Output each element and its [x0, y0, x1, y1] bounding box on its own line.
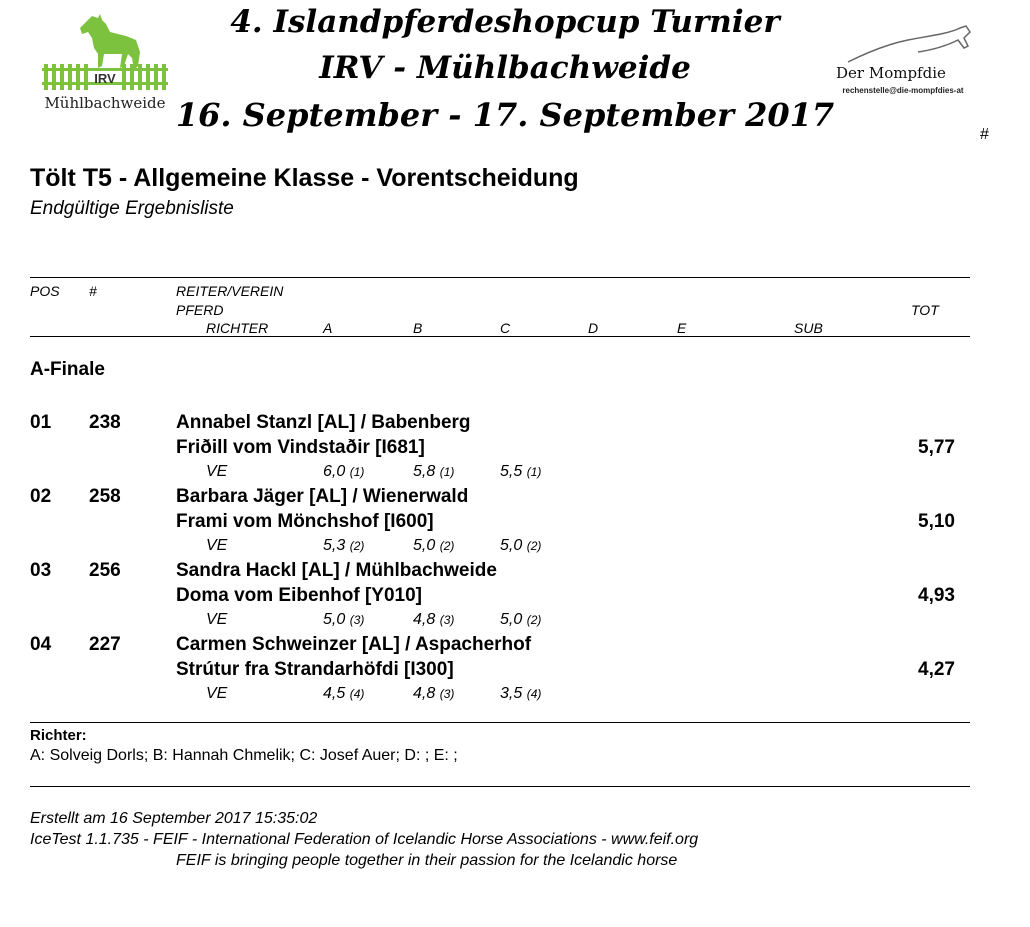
result-horse: Doma vom Eibenhof [Y010]	[176, 585, 422, 606]
software-credit: IceTest 1.1.735 - FEIF - International Federation of Icelandic Horse Associations - www.feif.org	[30, 831, 699, 848]
result-num: 238	[89, 412, 121, 433]
result-num: 256	[89, 560, 121, 581]
richter-rule	[30, 722, 970, 723]
result-horse: Strútur fra Strandarhöfdi [I300]	[176, 659, 454, 680]
logo-email: rechenstelle@die-mompfdies-at	[842, 86, 964, 95]
event-title-line-1: 4. Islandpferdeshopcup Turnier	[230, 4, 780, 40]
feif-slogan: FEIF is bringing people together in their passion for the Icelandic horse	[176, 852, 678, 869]
result-judge: VE	[206, 463, 228, 480]
result-total: 5,10	[918, 511, 955, 532]
score-c: 3,5 (4)	[500, 685, 542, 702]
logo-brand: Der Mompfdie	[836, 64, 946, 82]
score-c: 5,0 (2)	[500, 611, 542, 628]
score-b: 5,8 (1)	[413, 463, 455, 480]
event-title-line-3: 16. September - 17. September 2017	[175, 96, 835, 134]
col-a: A	[323, 320, 333, 336]
irv-logo	[40, 8, 170, 112]
header-rule-top	[30, 277, 970, 278]
result-judge: VE	[206, 685, 228, 702]
col-judge: RICHTER	[206, 320, 269, 336]
result-horse: Frami vom Mönchshof [I600]	[176, 511, 434, 532]
result-pos: 02	[30, 486, 52, 507]
result-judge: VE	[206, 537, 228, 554]
col-rider: REITER/VEREIN	[176, 283, 284, 299]
score-b: 4,8 (3)	[413, 685, 455, 702]
score-a: 5,0 (3)	[323, 611, 365, 628]
result-pos: 04	[30, 634, 52, 655]
created-timestamp: Erstellt am 16 September 2017 15:35:02	[30, 810, 318, 827]
page-marker: #	[980, 126, 989, 143]
result-rider: Carmen Schweinzer [AL] / Aspacherhof	[176, 634, 532, 655]
col-num: #	[89, 283, 97, 299]
horse-outline-icon	[848, 26, 970, 62]
result-judge: VE	[206, 611, 228, 628]
col-tot: TOT	[911, 302, 939, 318]
mompfdie-logo	[828, 22, 978, 102]
col-sub: SUB	[794, 320, 823, 336]
col-horse: PFERD	[176, 302, 224, 318]
score-a: 4,5 (4)	[323, 685, 365, 702]
result-total: 4,93	[918, 585, 955, 606]
event-title-line-2: IRV - Mühlbachweide	[319, 50, 691, 86]
class-title: Tölt T5 - Allgemeine Klasse - Vorentscheidung	[30, 164, 579, 192]
header-rule-bottom	[30, 336, 970, 337]
score-b: 4,8 (3)	[413, 611, 455, 628]
footer-rule	[30, 786, 970, 787]
result-rider: Barbara Jäger [AL] / Wienerwald	[176, 486, 469, 507]
result-rider: Sandra Hackl [AL] / Mühlbachweide	[176, 560, 497, 581]
logo-badge: IRV	[94, 71, 116, 86]
score-c: 5,0 (2)	[500, 537, 542, 554]
col-b: B	[413, 320, 423, 336]
score-c: 5,5 (1)	[500, 463, 542, 480]
section-title: A-Finale	[30, 359, 105, 380]
result-num: 227	[89, 634, 121, 655]
result-total: 5,77	[918, 437, 955, 458]
logo-caption: Mühlbachweide	[44, 94, 166, 112]
result-num: 258	[89, 486, 121, 507]
result-pos: 01	[30, 412, 52, 433]
score-b: 5,0 (2)	[413, 537, 455, 554]
class-subtitle: Endgültige Ergebnisliste	[30, 198, 234, 219]
result-rider: Annabel Stanzl [AL] / Babenberg	[176, 412, 471, 433]
richter-list: A: Solveig Dorls; B: Hannah Chmelik; C: Josef Auer; D: ; E: ;	[30, 747, 458, 764]
result-pos: 03	[30, 560, 52, 581]
result-total: 4,27	[918, 659, 955, 680]
result-horse: Friðill vom Vindstaðir [I681]	[176, 437, 425, 458]
col-c: C	[500, 320, 511, 336]
score-a: 6,0 (1)	[323, 463, 365, 480]
score-a: 5,3 (2)	[323, 537, 365, 554]
col-pos: POS	[30, 283, 60, 299]
col-d: D	[588, 320, 599, 336]
richter-label: Richter:	[30, 727, 87, 744]
col-e: E	[677, 320, 687, 336]
horse-icon	[80, 14, 140, 70]
